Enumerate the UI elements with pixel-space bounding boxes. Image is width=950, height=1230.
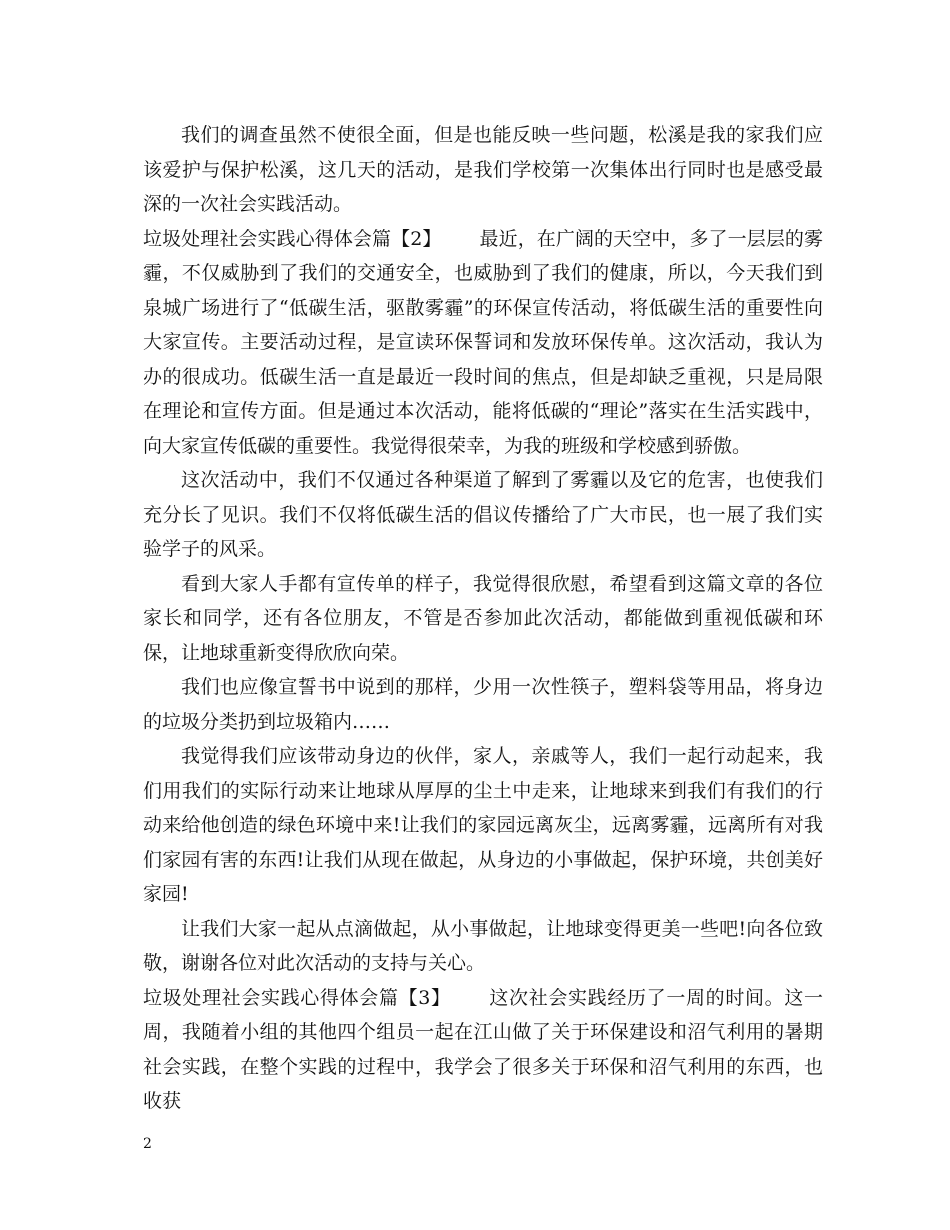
paragraph-5 — [143, 670, 823, 739]
section-3-heading: 垃圾处理社会实践心得体会篇【3】 — [143, 986, 451, 1009]
paragraph-1-text: 我们的调查虽然不使很全面，但是也能反映一些问题，松溪是我的家我们应该爱护与保护松溪，这几天的活动，是我们学校第一次集体出行同时也是感受最深的一次社会实践活动。 — [143, 124, 823, 215]
section-2 — [143, 222, 823, 464]
section-3 — [143, 981, 823, 1119]
section-2-text: 最近，在广阔的天空中，多了一层层的雾霾，不仅威胁到了我们的交通安全，也威胁到了我们的健康，所以，今天我们到泉城广场进行了“低碳生活，驱散雾霾”的环保宣传活动，将低碳生活的重要性向大家宣传。主要活动过程，是宣读环保誓词和发放环保传单。这次活动，我认为办的很成功。低碳生活一直是最近一段时间的焦点，但是却缺乏重视，只是局限在理论和宣传方面。但是通过本次活动，能将低碳的“理论”落实在生活实践中，向大家宣传低碳的重要性。我觉得很荣幸，为我的班级和学校感到骄傲。 — [143, 227, 823, 457]
body-text — [143, 118, 823, 1119]
paragraph-6-text: 我觉得我们应该带动身边的伙伴，家人，亲戚等人，我们一起行动起来，我们用我们的实际行动来让地球从厚厚的尘土中走来，让地球来到我们有我们的行动来给他创造的绿色环境中来!让我们的家园远离灰尘，远离雾霾，远离所有对我们家园有害的东西!让我们从现在做起，从身边的小事做起，保护环境，共创美好家园! — [143, 745, 823, 905]
paragraph-4 — [143, 567, 823, 671]
page-number: 2 — [143, 1136, 152, 1152]
paragraph-5-text: 我们也应像宣誓书中说到的那样，少用一次性筷子，塑料袋等用品，将身边的垃圾分类扔到垃圾箱内…… — [143, 676, 823, 733]
paragraph-1 — [143, 118, 823, 222]
paragraph-3 — [143, 463, 823, 567]
paragraph-3-text: 这次活动中，我们不仅通过各种渠道了解到了雾霾以及它的危害，也使我们充分长了见识。我们不仅将低碳生活的倡议传播给了广大市民，也一展了我们实验学子的风采。 — [143, 469, 823, 560]
paragraph-4-text: 看到大家人手都有宣传单的样子，我觉得很欣慰，希望看到这篇文章的各位家长和同学，还有各位朋友，不管是否参加此次活动，都能做到重视低碳和环保，让地球重新变得欣欣向荣。 — [143, 572, 823, 664]
section-3-text: 这次社会实践经历了一周的时间。这一周，我随着小组的其他四个组员一起在江山做了关于环保建设和沼气利用的暑期社会实践，在整个实践的过程中，我学会了很多关于环保和沼气利用的东西，也收获 — [143, 986, 823, 1112]
paragraph-7-text: 让我们大家一起从点滴做起，从小事做起，让地球变得更美一些吧!向各位致敬，谢谢各位对此次活动的支持与关心。 — [143, 917, 823, 974]
paragraph-7 — [143, 912, 823, 981]
section-2-heading: 垃圾处理社会实践心得体会篇【2】 — [143, 227, 442, 250]
paragraph-6 — [143, 739, 823, 912]
